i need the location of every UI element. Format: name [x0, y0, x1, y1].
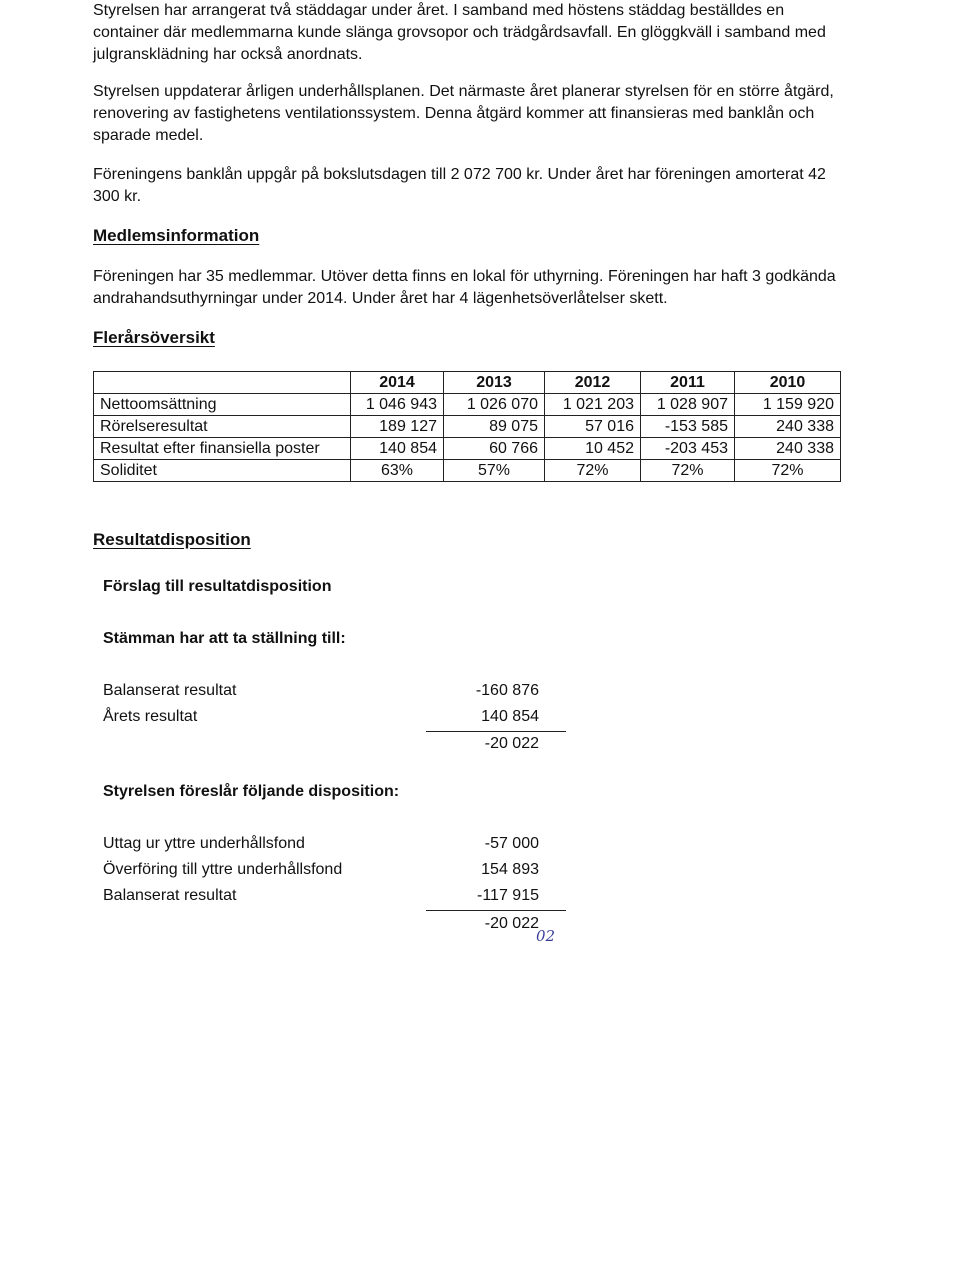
- row-label: Rörelseresultat: [94, 416, 351, 438]
- table-row: [94, 394, 841, 416]
- disposition-label: Årets resultat: [103, 708, 198, 725]
- board-title: Styrelsen föreslår följande disposition:: [103, 783, 400, 800]
- board-value: 154 893: [481, 861, 539, 878]
- disposition-value: 140 854: [481, 708, 539, 725]
- table-row: [94, 460, 841, 482]
- overview-header-row: [94, 372, 841, 394]
- disposition-sum-row: [103, 735, 573, 757]
- table-row: [94, 416, 841, 438]
- board-value: -57 000: [484, 835, 539, 852]
- board-label: Överföring till yttre underhållsfond: [103, 861, 343, 878]
- member-info-text: Föreningen har 35 medlemmar. Utöver detta finns en lokal för uthyrning. Föreningen har haft 3 godkända andrahandsuthyrningar under 2014. Under året har 4 lägenhetsöverlåtelser skett.: [93, 268, 836, 307]
- table-cell: 89 075: [444, 416, 545, 438]
- disposition-row: [103, 682, 573, 704]
- year-header: 2012: [545, 372, 641, 394]
- table-cell: 72%: [545, 460, 641, 482]
- year-header: 2011: [641, 372, 735, 394]
- table-cell: 57 016: [545, 416, 641, 438]
- table-cell: 10 452: [545, 438, 641, 460]
- row-label: Soliditet: [94, 460, 351, 482]
- row-label: Nettoomsättning: [94, 394, 351, 416]
- paragraph-maintenance-plan: Styrelsen uppdaterar årligen underhållsplanen. Det närmaste året planerar styrelsen för en större åtgärd, renovering av fastighetens ventilationssystem. Denna åtgärd kommer att finansieras med banklån och sparade medel.: [93, 83, 834, 144]
- board-sum: -20 022: [484, 915, 539, 932]
- table-cell: 57%: [444, 460, 545, 482]
- disposition-row: [103, 708, 573, 730]
- table-cell: 1 026 070: [444, 394, 545, 416]
- proposal-title: Förslag till resultatdisposition: [103, 578, 332, 595]
- table-cell: 140 854: [351, 438, 444, 460]
- table-cell: 240 338: [735, 416, 841, 438]
- year-header: 2014: [351, 372, 444, 394]
- board-label: Balanserat resultat: [103, 887, 237, 904]
- table-cell: 1 159 920: [735, 394, 841, 416]
- table-cell: 1 028 907: [641, 394, 735, 416]
- table-cell: 240 338: [735, 438, 841, 460]
- table-cell: 72%: [735, 460, 841, 482]
- year-header: 2013: [444, 372, 545, 394]
- paragraph-cleaning-days: Styrelsen har arrangerat två städdagar under året. I samband med höstens städdag beställdes en container där medlemmarna kunde slänga grovsopor och trädgårdsavfall. En glöggkväll i samband med julgransklädning har också anordnats.: [93, 2, 826, 63]
- disposition-sum: -20 022: [484, 735, 539, 752]
- board-value: -117 915: [477, 887, 539, 904]
- board-sum-rule: [426, 910, 566, 911]
- table-cell: 72%: [641, 460, 735, 482]
- overview-table: [93, 371, 841, 482]
- disposition-value: -160 876: [475, 682, 539, 699]
- sum-rule: [426, 731, 566, 732]
- year-header: 2010: [735, 372, 841, 394]
- table-cell: 1 021 203: [545, 394, 641, 416]
- header-empty-cell: [94, 372, 351, 394]
- table-cell: 63%: [351, 460, 444, 482]
- board-row: [103, 835, 573, 857]
- disposition-heading: Resultatdisposition: [93, 530, 251, 549]
- board-label: Uttag ur yttre underhållsfond: [103, 835, 305, 852]
- table-cell: 189 127: [351, 416, 444, 438]
- overview-heading: Flerårsöversikt: [93, 328, 215, 347]
- table-cell: 60 766: [444, 438, 545, 460]
- board-row: [103, 861, 573, 883]
- table-row: [94, 438, 841, 460]
- paragraph-bank-loan: Föreningens banklån uppgår på bokslutsdagen till 2 072 700 kr. Under året har föreningen amorterat 42 300 kr.: [93, 166, 826, 205]
- row-label: Resultat efter finansiella poster: [94, 438, 351, 460]
- board-row: [103, 887, 573, 909]
- table-cell: -203 453: [641, 438, 735, 460]
- meeting-title: Stämman har att ta ställning till:: [103, 630, 346, 647]
- disposition-label: Balanserat resultat: [103, 682, 237, 699]
- handwritten-initials: 02: [536, 927, 556, 945]
- table-cell: -153 585: [641, 416, 735, 438]
- table-cell: 1 046 943: [351, 394, 444, 416]
- member-info-heading: Medlemsinformation: [93, 226, 260, 245]
- board-sum-row: [103, 915, 573, 937]
